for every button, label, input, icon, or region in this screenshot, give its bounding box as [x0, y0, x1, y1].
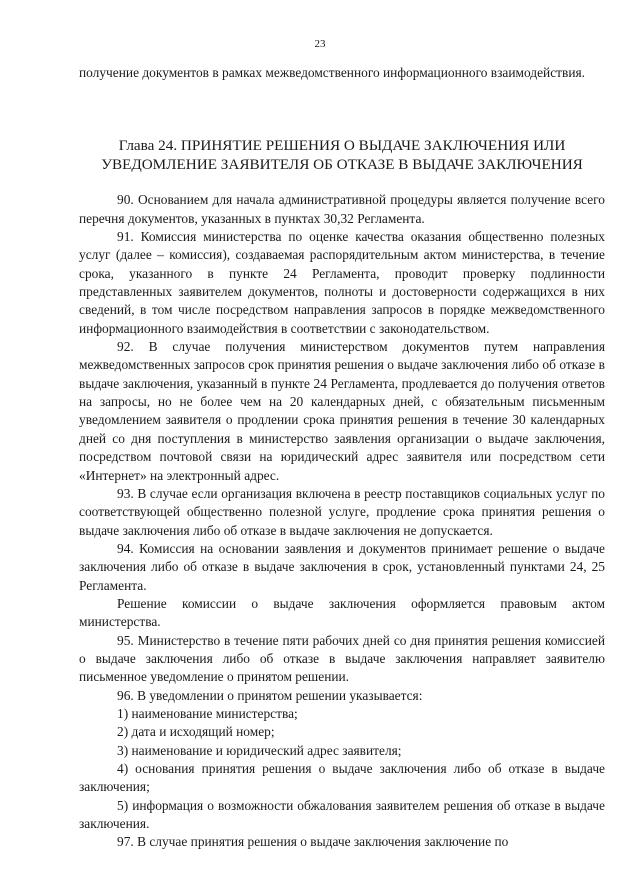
paragraph-91: 91. Комиссия министерства по оценке качества оказания общественно полезных услуг (далее – комиссия), создаваемая распорядительным актом министерства, в течение срока, указанного в пункте 24 Регламента, проводит проверку подлинности представленных заявителем документов, полноты и достоверности содержащихся в них сведений, в том числе посредством направления запросов в порядке межведомственного информационного взаимодействия в соответствии с законодательством. — [79, 229, 605, 336]
intro-paragraph: получение документов в рамках межведомственного информационного взаимодействия. — [79, 65, 586, 80]
chapter-heading-line-1: Глава 24. ПРИНЯТИЕ РЕШЕНИЯ О ВЫДАЧЕ ЗАКЛЮЧЕНИЯ ИЛИ — [118, 137, 566, 155]
document-body — [79, 64, 605, 852]
page-number: 23 — [314, 38, 326, 50]
paragraph-94: 94. Комиссия на основании заявления и документов принимает решение о выдаче заключения либо об отказе в выдаче заключения в срок, установленный пунктами 24, 25 Регламента. — [79, 540, 605, 593]
paragraph-92: 92. В случае получения министерством документов путем направления межведомственных запросов срок принятия решения о выдаче заключения либо об отказе в выдаче заключения, указанный в пункте 24 Регламента, продлевается до получения ответов на запросы, но не более чем на 20 календарных дней, с обязательным письменным уведомлением заявителя о продлении срока принятия решения в течение 30 календарных дней со дня поступления в министерство заявления организации о выдаче заключения, посредством почтовой связи на юридический адрес заявителя или посредством сети «Интернет» на электронный адрес. — [79, 339, 605, 483]
paragraph-90: 90. Основанием для начала административной процедуры является получение всего перечня документов, указанных в пунктах 30,32 Регламента. — [79, 192, 605, 226]
paragraph-decision-note: Решение комиссии о выдаче заключения оформляется правовым актом министерства. — [79, 595, 605, 630]
list-item-3: 3) наименование и юридический адрес заявителя; — [117, 742, 402, 758]
list-item-1: 1) наименование министерства; — [117, 705, 298, 721]
paragraph-97: 97. В случае принятия решения о выдаче заключения заключение по — [117, 834, 509, 850]
paragraph-96: 96. В уведомлении о принятом решении указывается: — [117, 687, 423, 703]
chapter-heading-line-2: УВЕДОМЛЕНИЕ ЗАЯВИТЕЛЯ ОБ ОТКАЗЕ В ВЫДАЧЕ ЗАКЛЮЧЕНИЯ — [101, 156, 583, 174]
paragraph-95: 95. Министерство в течение пяти рабочих дней со дня принятия решения комиссией о выдаче заключения либо об отказе в выдаче заключения направляет заявителю письменное уведомление о принятом решении. — [79, 632, 605, 685]
list-item-5: 5) информация о возможности обжалования заявителем решения об отказе в выдаче заключения. — [79, 797, 605, 832]
chapter-heading — [79, 136, 605, 174]
paragraph-93: 93. В случае если организация включена в реестр поставщиков социальных услуг по соответствующей общественно полезной услуге, продление срока принятия решения о выдаче заключения либо об отказе в выдаче заключения не допускается. — [79, 485, 605, 538]
list-item-2: 2) дата и исходящий номер; — [117, 724, 275, 740]
list-item-4: 4) основания принятия решения о выдаче заключения либо об отказе в выдаче заключения; — [79, 761, 605, 795]
